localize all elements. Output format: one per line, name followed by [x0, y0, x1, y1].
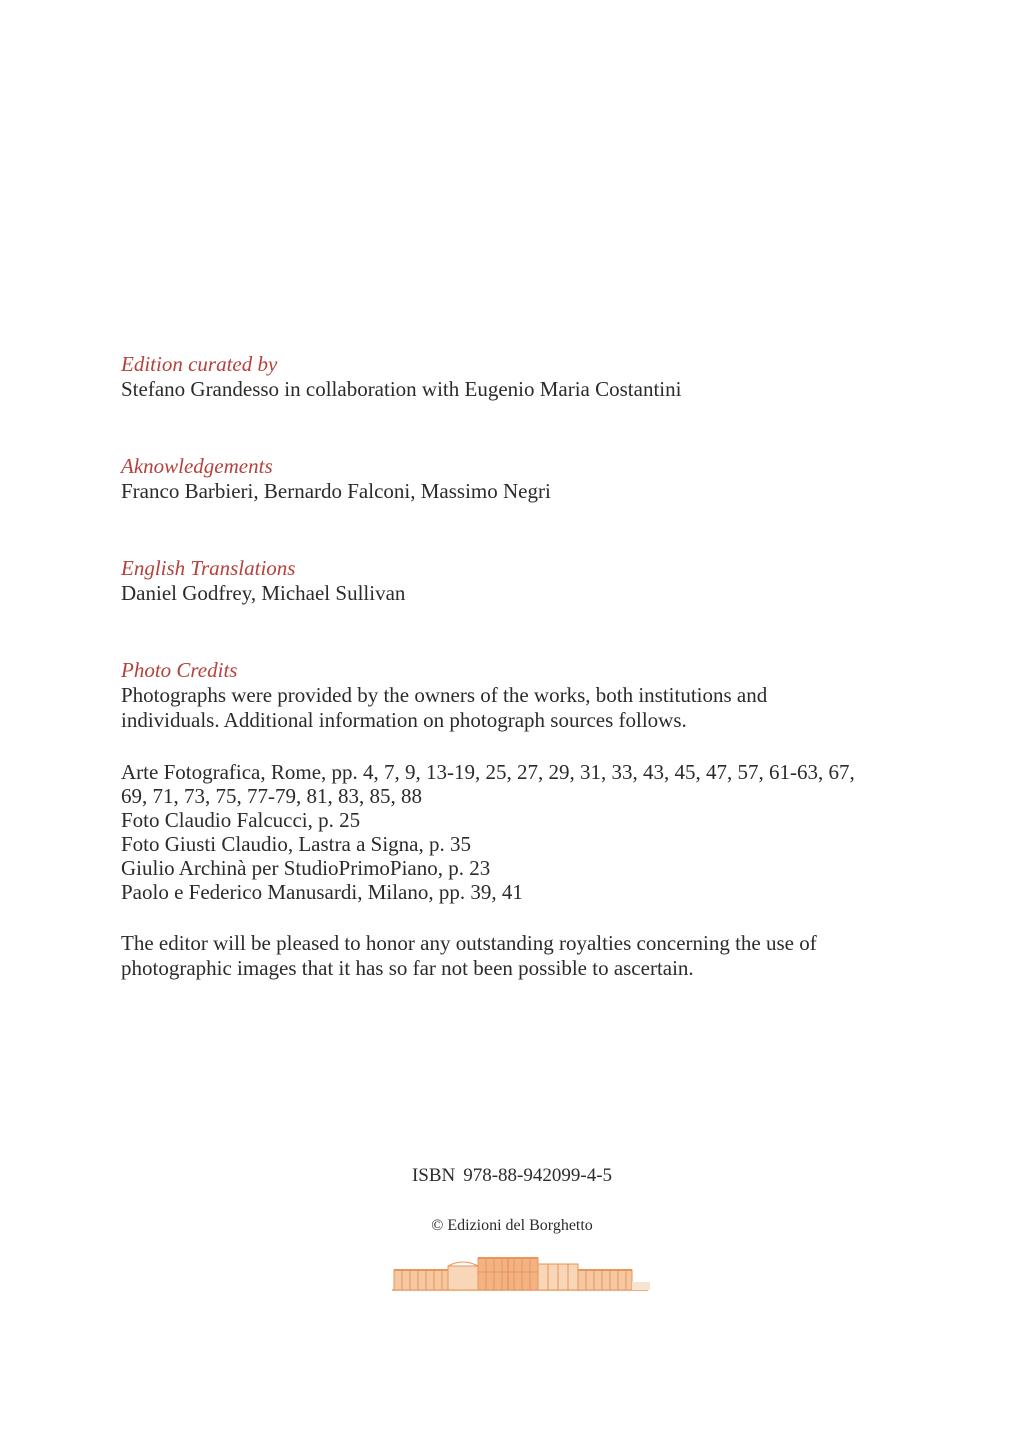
isbn — [0, 1164, 1024, 1188]
photo-credits-heading: Photo Credits — [121, 658, 238, 682]
royalties-note-line: The editor will be pleased to honor any outstanding royalties concerning the use of — [121, 931, 817, 955]
credit-line: Arte Fotografica, Rome, pp. 4, 7, 9, 13-19, 25, 27, 29, 31, 33, 43, 45, 47, 57, 61-63, 67, — [121, 760, 855, 784]
acknowledgements-section — [121, 454, 901, 504]
isbn-number: 978-88-942099-4-5 — [463, 1165, 613, 1186]
translations-heading: English Translations — [121, 556, 296, 580]
isbn-label: ISBN — [411, 1165, 456, 1186]
credit-line: Foto Claudio Falcucci, p. 25 — [121, 808, 361, 832]
acknowledgements-heading: Aknowledgements — [121, 454, 273, 478]
credit-line: 69, 71, 73, 75, 77-79, 81, 83, 85, 88 — [121, 784, 422, 808]
photo-credits-intro-line: Photographs were provided by the owners of the works, both institutions and — [121, 683, 768, 707]
photo-credits-intro-line: individuals. Additional information on photograph sources follows. — [121, 708, 687, 732]
credit-line: Foto Giusti Claudio, Lastra a Signa, p. 35 — [121, 832, 471, 856]
colophon — [121, 352, 901, 981]
credit-line: Giulio Archinà per StudioPrimoPiano, p. 23 — [121, 856, 491, 880]
edition-text: Stefano Grandesso in collaboration with Eugenio Maria Costantini — [121, 377, 682, 401]
translations-text: Daniel Godfrey, Michael Sullivan — [121, 581, 406, 605]
photo-credits-list — [121, 760, 901, 904]
translations-section — [121, 556, 901, 606]
credit-line: Paolo e Federico Manusardi, Milano, pp. 39, 41 — [121, 880, 523, 904]
edition-section — [121, 352, 901, 402]
copyright-notice: © Edizioni del Borghetto — [431, 1217, 593, 1234]
royalties-note-line: photographic images that it has so far not been possible to ascertain. — [121, 956, 694, 980]
royalties-note — [121, 931, 901, 981]
publisher-building-logo-icon — [390, 1252, 652, 1292]
photo-credits-section — [121, 658, 901, 981]
edition-heading: Edition curated by — [121, 352, 278, 376]
acknowledgements-text: Franco Barbieri, Bernardo Falconi, Massimo Negri — [121, 479, 551, 503]
